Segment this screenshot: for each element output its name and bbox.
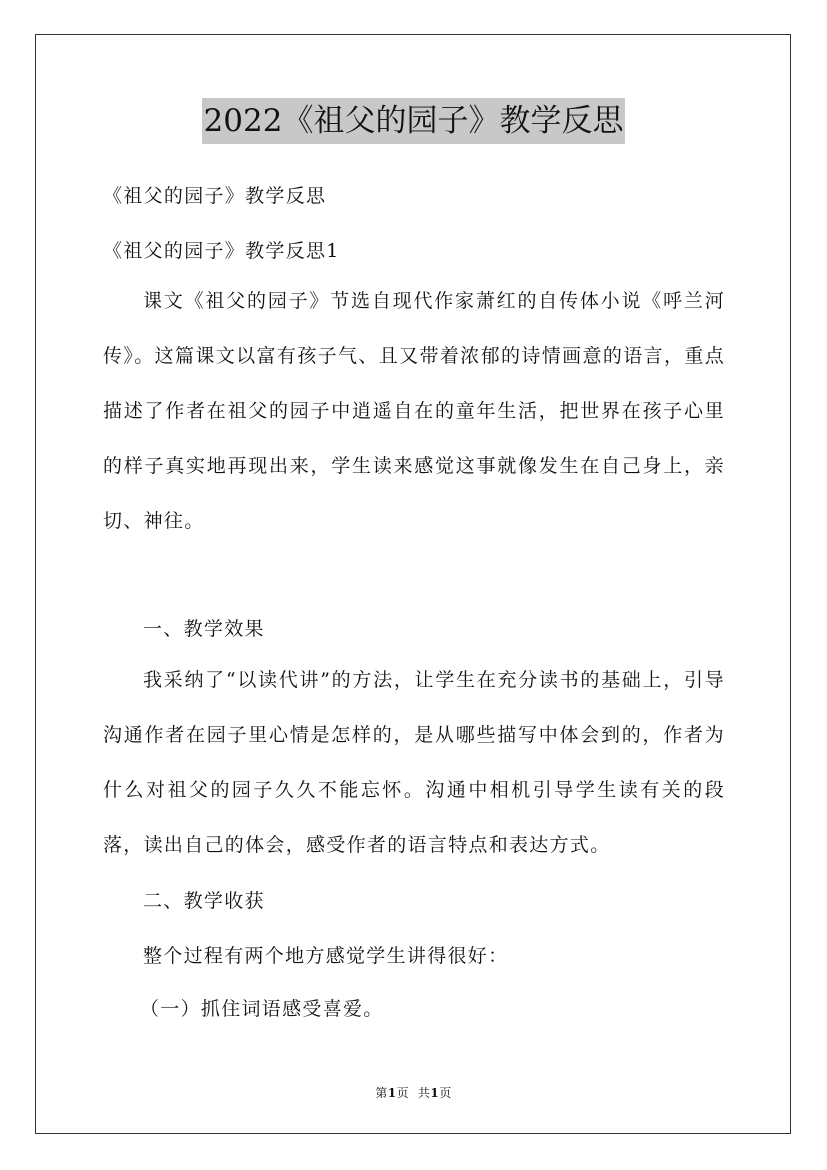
total-suffix: 页 bbox=[439, 1086, 452, 1100]
section-title: 《祖父的园子》教学反思1 bbox=[103, 240, 340, 262]
heading-harvest: 二、教学收获 bbox=[143, 890, 265, 912]
title-container bbox=[0, 98, 827, 144]
effect-paragraph: 我采纳了“以读代讲”的方法，让学生在充分读书的基础上，引导沟通作者在园子里心情是怎样的，是从哪些描写中体会到的，作者为什么对祖父的园子久久不能忘怀。沟通中相机引导学生读有关的段落，读出自己的体会，感受作者的语言特点和表达方式。 bbox=[103, 669, 725, 856]
page-suffix: 页 bbox=[396, 1086, 410, 1100]
harvest-line: 整个过程有两个地方感觉学生讲得很好： bbox=[143, 945, 509, 967]
document-title: 2022《祖父的园子》教学反思 bbox=[202, 98, 626, 144]
page-prefix: 第 bbox=[375, 1086, 388, 1100]
intro-paragraph: 课文《祖父的园子》节选自现代作家萧红的自传体小说《呼兰河传》。这篇课文以富有孩子气、且又带着浓郁的诗情画意的语言，重点描述了作者在祖父的园子中逍遥自在的童年生活，把世界在孩子心里的样子真实地再现出来，学生读来感觉这事就像发生在自己身上，亲切、神往。 bbox=[103, 290, 725, 532]
page-total: 1 bbox=[430, 1086, 440, 1100]
page-current: 1 bbox=[387, 1086, 397, 1100]
heading-effect: 一、教学效果 bbox=[143, 618, 265, 640]
subtitle: 《祖父的园子》教学反思 bbox=[103, 185, 327, 207]
page-footer bbox=[0, 1084, 827, 1101]
point-one: （一）抓住词语感受喜爱。 bbox=[140, 998, 384, 1020]
total-prefix: 共 bbox=[417, 1086, 431, 1100]
